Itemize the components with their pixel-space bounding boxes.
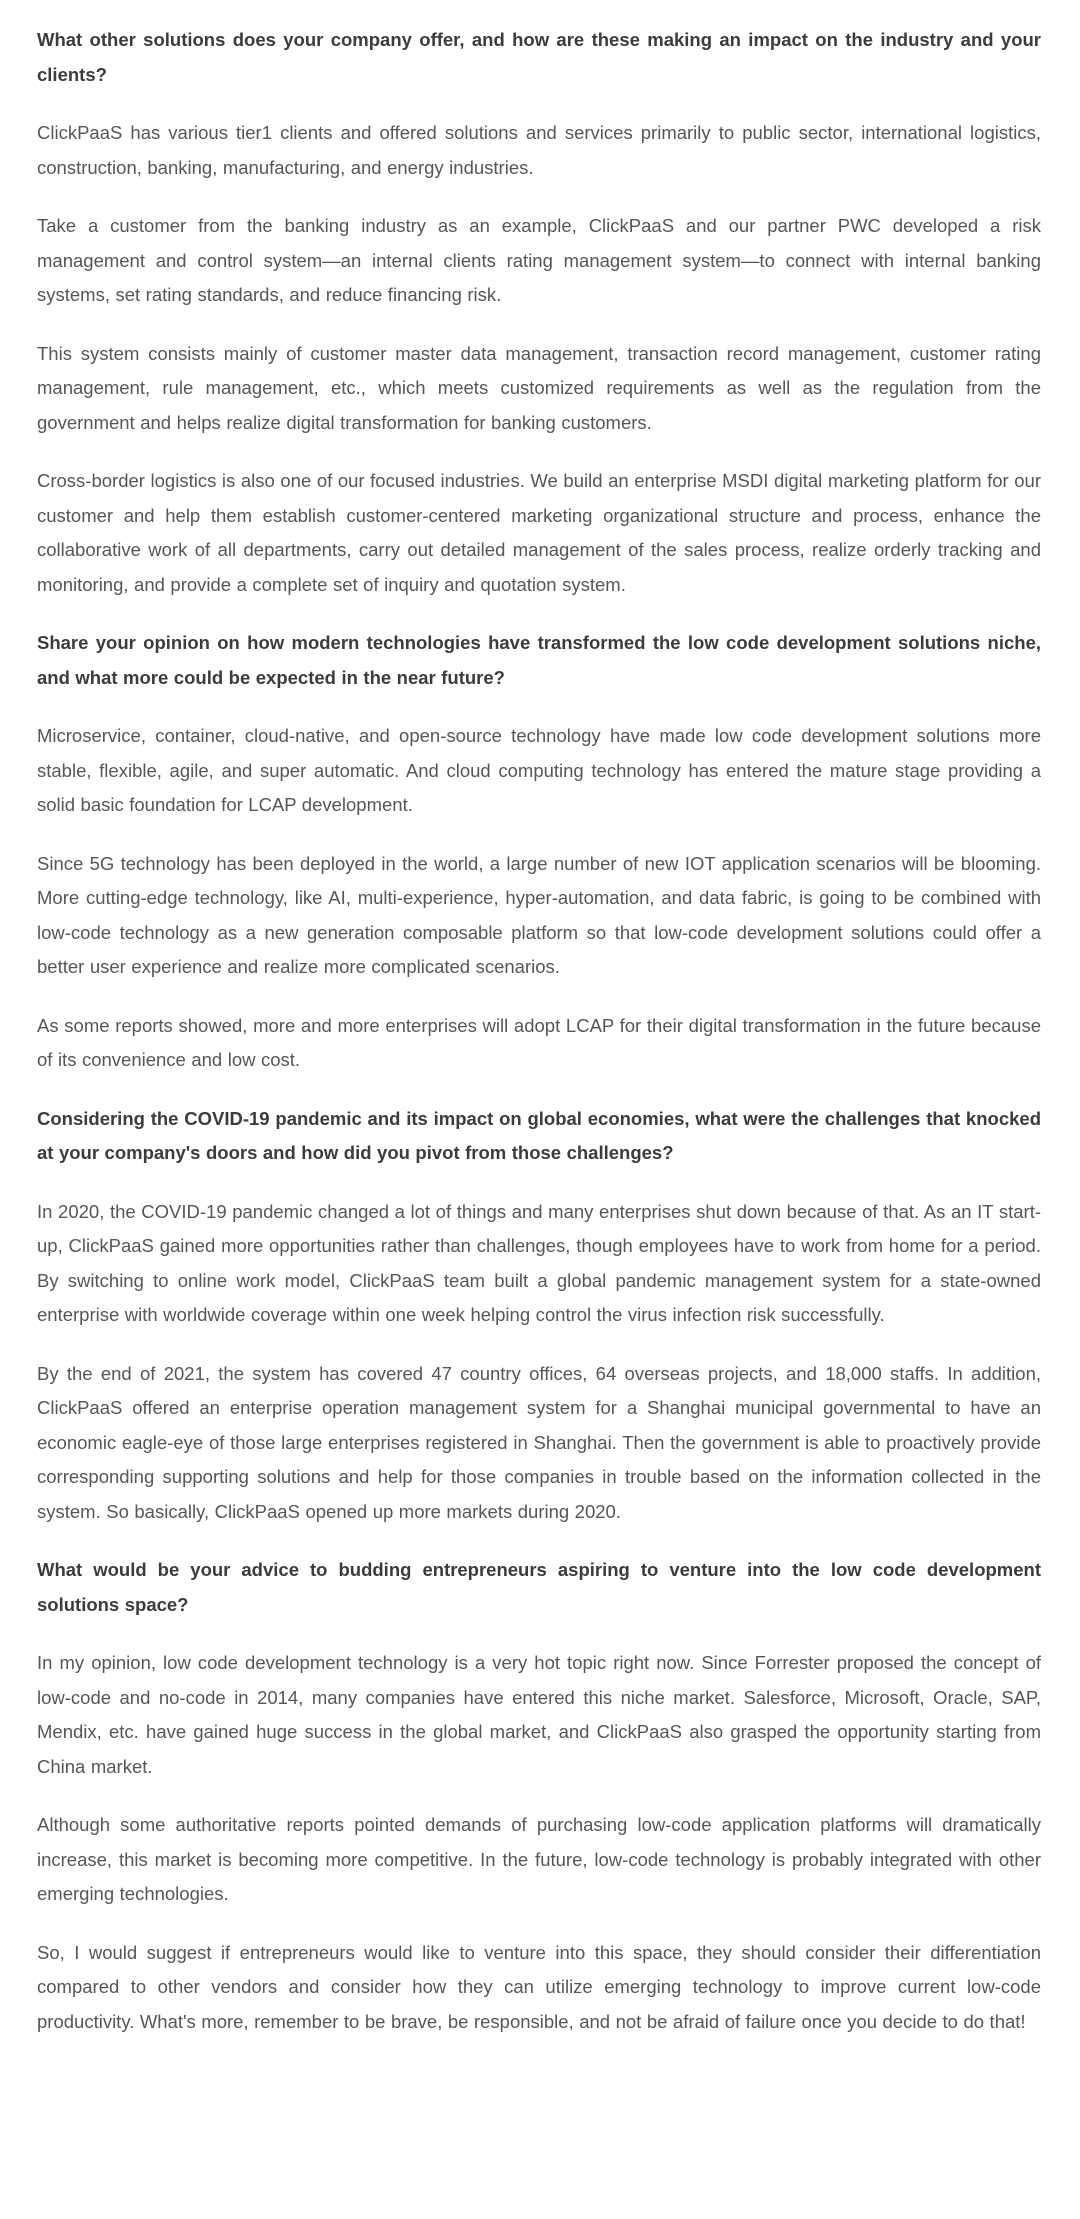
answer-paragraph: As some reports showed, more and more enterprises will adopt LCAP for their digital transformation in the future because of its convenience and low cost. <box>37 1014 1041 1070</box>
answer-paragraph: This system consists mainly of customer master data management, transaction record management, customer rating management, rule management, etc., which meets customized requirements as well as the regulation from the government and helps realize digital transformation for banking customers. <box>37 342 1041 433</box>
answer-paragraph: Take a customer from the banking industry as an example, ClickPaaS and our partner PWC developed a risk management and control system—an internal clients rating management system—to connect with internal banking systems, set rating standards, and reduce financing risk. <box>37 215 1041 305</box>
question-heading: What would be your advice to budding entrepreneurs aspiring to venture into the low code development solutions space? <box>37 1559 1041 1615</box>
answer-paragraph: By the end of 2021, the system has covered 47 country offices, 64 overseas projects, and 18,000 staffs. In addition, ClickPaaS offered an enterprise operation management system for a Shanghai municipal governmental to have an economic eagle-eye of those large enterprises registered in Shanghai. Then the government is able to proactively provide corresponding supporting solutions and help for those companies in trouble based on the information collected in the system. So basically, ClickPaaS opened up more markets during 2020. <box>37 1362 1041 1522</box>
answer-paragraph: In my opinion, low code development technology is a very hot topic right now. Since Forrester proposed the concept of low-code and no-code in 2014, many companies have entered this niche market. Salesforce, Microsoft, Oracle, SAP, Mendix, etc. have gained huge success in the global market, and ClickPaaS also grasped the opportunity starting from China market. <box>37 1652 1041 1777</box>
answer-paragraph: Although some authoritative reports pointed demands of purchasing low-code application platforms will dramatically increase, this market is becoming more competitive. In the future, low-code technology is probably integrated with other emerging technologies. <box>37 1814 1041 1904</box>
question-heading: Share your opinion on how modern technologies have transformed the low code development solutions niche, and what more could be expected in the near future? <box>37 632 1041 688</box>
answer-paragraph: In 2020, the COVID-19 pandemic changed a lot of things and many enterprises shut down because of that. As an IT start-up, ClickPaaS gained more opportunities rather than challenges, though employees have to work from home for a period. By switching to online work model, ClickPaaS team built a global pandemic management system for a state-owned enterprise with worldwide coverage within one week helping control the virus infection risk successfully. <box>37 1200 1041 1325</box>
answer-paragraph: Microservice, container, cloud-native, and open-source technology have made low code development solutions more stable, flexible, agile, and super automatic. And cloud computing technology has entered the mature stage providing a solid basic foundation for LCAP development. <box>37 725 1041 815</box>
answer-paragraph: Since 5G technology has been deployed in the world, a large number of new IOT application scenarios will be blooming. More cutting-edge technology, like AI, multi-experience, hyper-automation, and data fabric, is going to be combined with low-code technology as a new generation composable platform so that low-code development solutions could offer a better user experience and realize more complicated scenarios. <box>37 852 1041 977</box>
answer-paragraph: Cross-border logistics is also one of our focused industries. We build an enterprise MSDI digital marketing platform for our customer and help them establish customer-centered marketing organizational structure and process, enhance the collaborative work of all departments, carry out detailed management of the sales process, realize orderly tracking and monitoring, and provide a complete set of inquiry and quotation system. <box>37 470 1041 595</box>
question-heading: What other solutions does your company offer, and how are these making an impact on the industry and your clients? <box>37 29 1041 85</box>
question-heading: Considering the COVID-19 pandemic and its impact on global economies, what were the challenges that knocked at your company's doors and how did you pivot from those challenges? <box>37 1107 1041 1163</box>
answer-paragraph: ClickPaaS has various tier1 clients and offered solutions and services primarily to public sector, international logistics, construction, banking, manufacturing, and energy industries. <box>37 122 1041 178</box>
answer-paragraph: So, I would suggest if entrepreneurs would like to venture into this space, they should consider their differentiation compared to other vendors and consider how they can utilize emerging technology to improve current low-code productivity. What's more, remember to be brave, be responsible, and not be afraid of failure once you decide to do that! <box>37 1941 1041 2032</box>
